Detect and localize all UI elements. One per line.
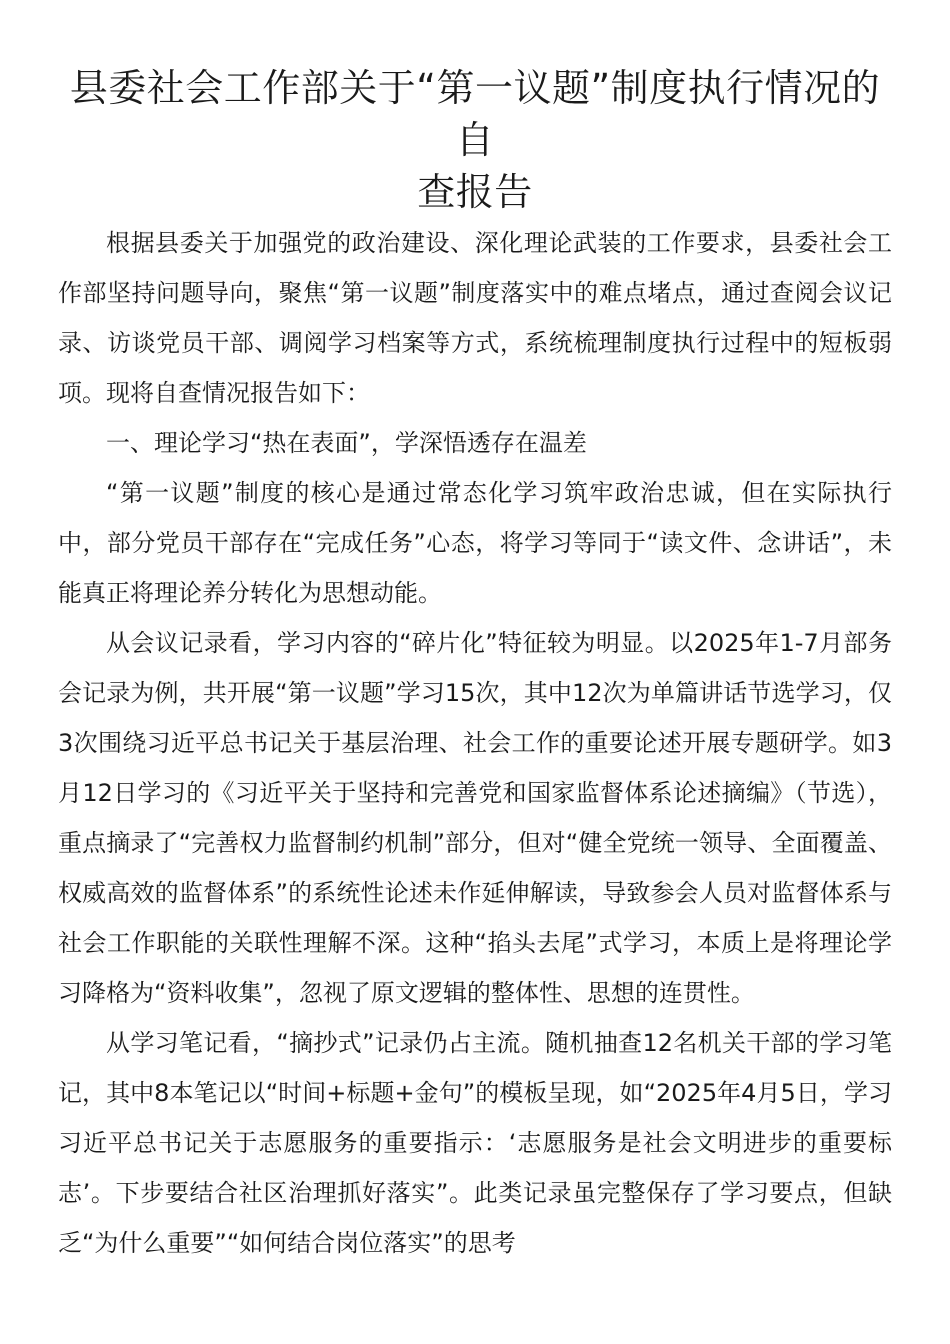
- title-line-2: 查报告: [417, 170, 533, 214]
- paragraph-1: “第一议题”制度的核心是通过常态化学习筑牢政治忠诚，但在实际执行中，部分党员干部存在“完成任务”心态，将学习等同于“读文件、念讲话”，未能真正将理论养分转化为思想动能。: [58, 479, 892, 607]
- paragraph-intro: 根据县委关于加强党的政治建设、深化理论武装的工作要求，县委社会工作部坚持问题导向，聚焦“第一议题”制度落实中的难点堵点，通过查阅会议记录、访谈党员干部、调阅学习档案等方式，系统梳理制度执行过程中的短板弱项。现将自查情况报告如下：: [58, 229, 892, 407]
- document-title: [58, 62, 892, 218]
- document-body: [58, 218, 892, 1268]
- paragraph-2: 从会议记录看，学习内容的“碎片化”特征较为明显。以2025年1-7月部务会记录为例，共开展“第一议题”学习15次，其中12次为单篇讲话节选学习，仅3次围绕习近平总书记关于基层治理、社会工作的重要论述开展专题研学。如3月12日学习的《习近平关于坚持和完善党和国家监督体系论述摘编》（节选），重点摘录了“完善权力监督制约机制”部分，但对“健全党统一领导、全面覆盖、权威高效的监督体系”的系统性论述未作延伸解读，导致参会人员对监督体系与社会工作职能的关联性理解不深。这种“掐头去尾”式学习，本质上是将理论学习降格为“资料收集”，忽视了原文逻辑的整体性、思想的连贯性。: [58, 629, 892, 1007]
- paragraph-3: 从学习笔记看，“摘抄式”记录仍占主流。随机抽查12名机关干部的学习笔记，其中8本笔记以“时间+标题+金句”的模板呈现，如“2025年4月5日，学习习近平总书记关于志愿服务的重要指示：‘志愿服务是社会文明进步的重要标志’。下步要结合社区治理抓好落实”。此类记录虽完整保存了学习要点，但缺乏“为什么重要”“如何结合岗位落实”的思考: [58, 1029, 892, 1257]
- document-page: [58, 62, 892, 1268]
- title-line-1: 县委社会工作部关于“第一议题”制度执行情况的自: [69, 66, 881, 162]
- section-heading-1: 一、理论学习“热在表面”，学深悟透存在温差: [106, 429, 587, 457]
